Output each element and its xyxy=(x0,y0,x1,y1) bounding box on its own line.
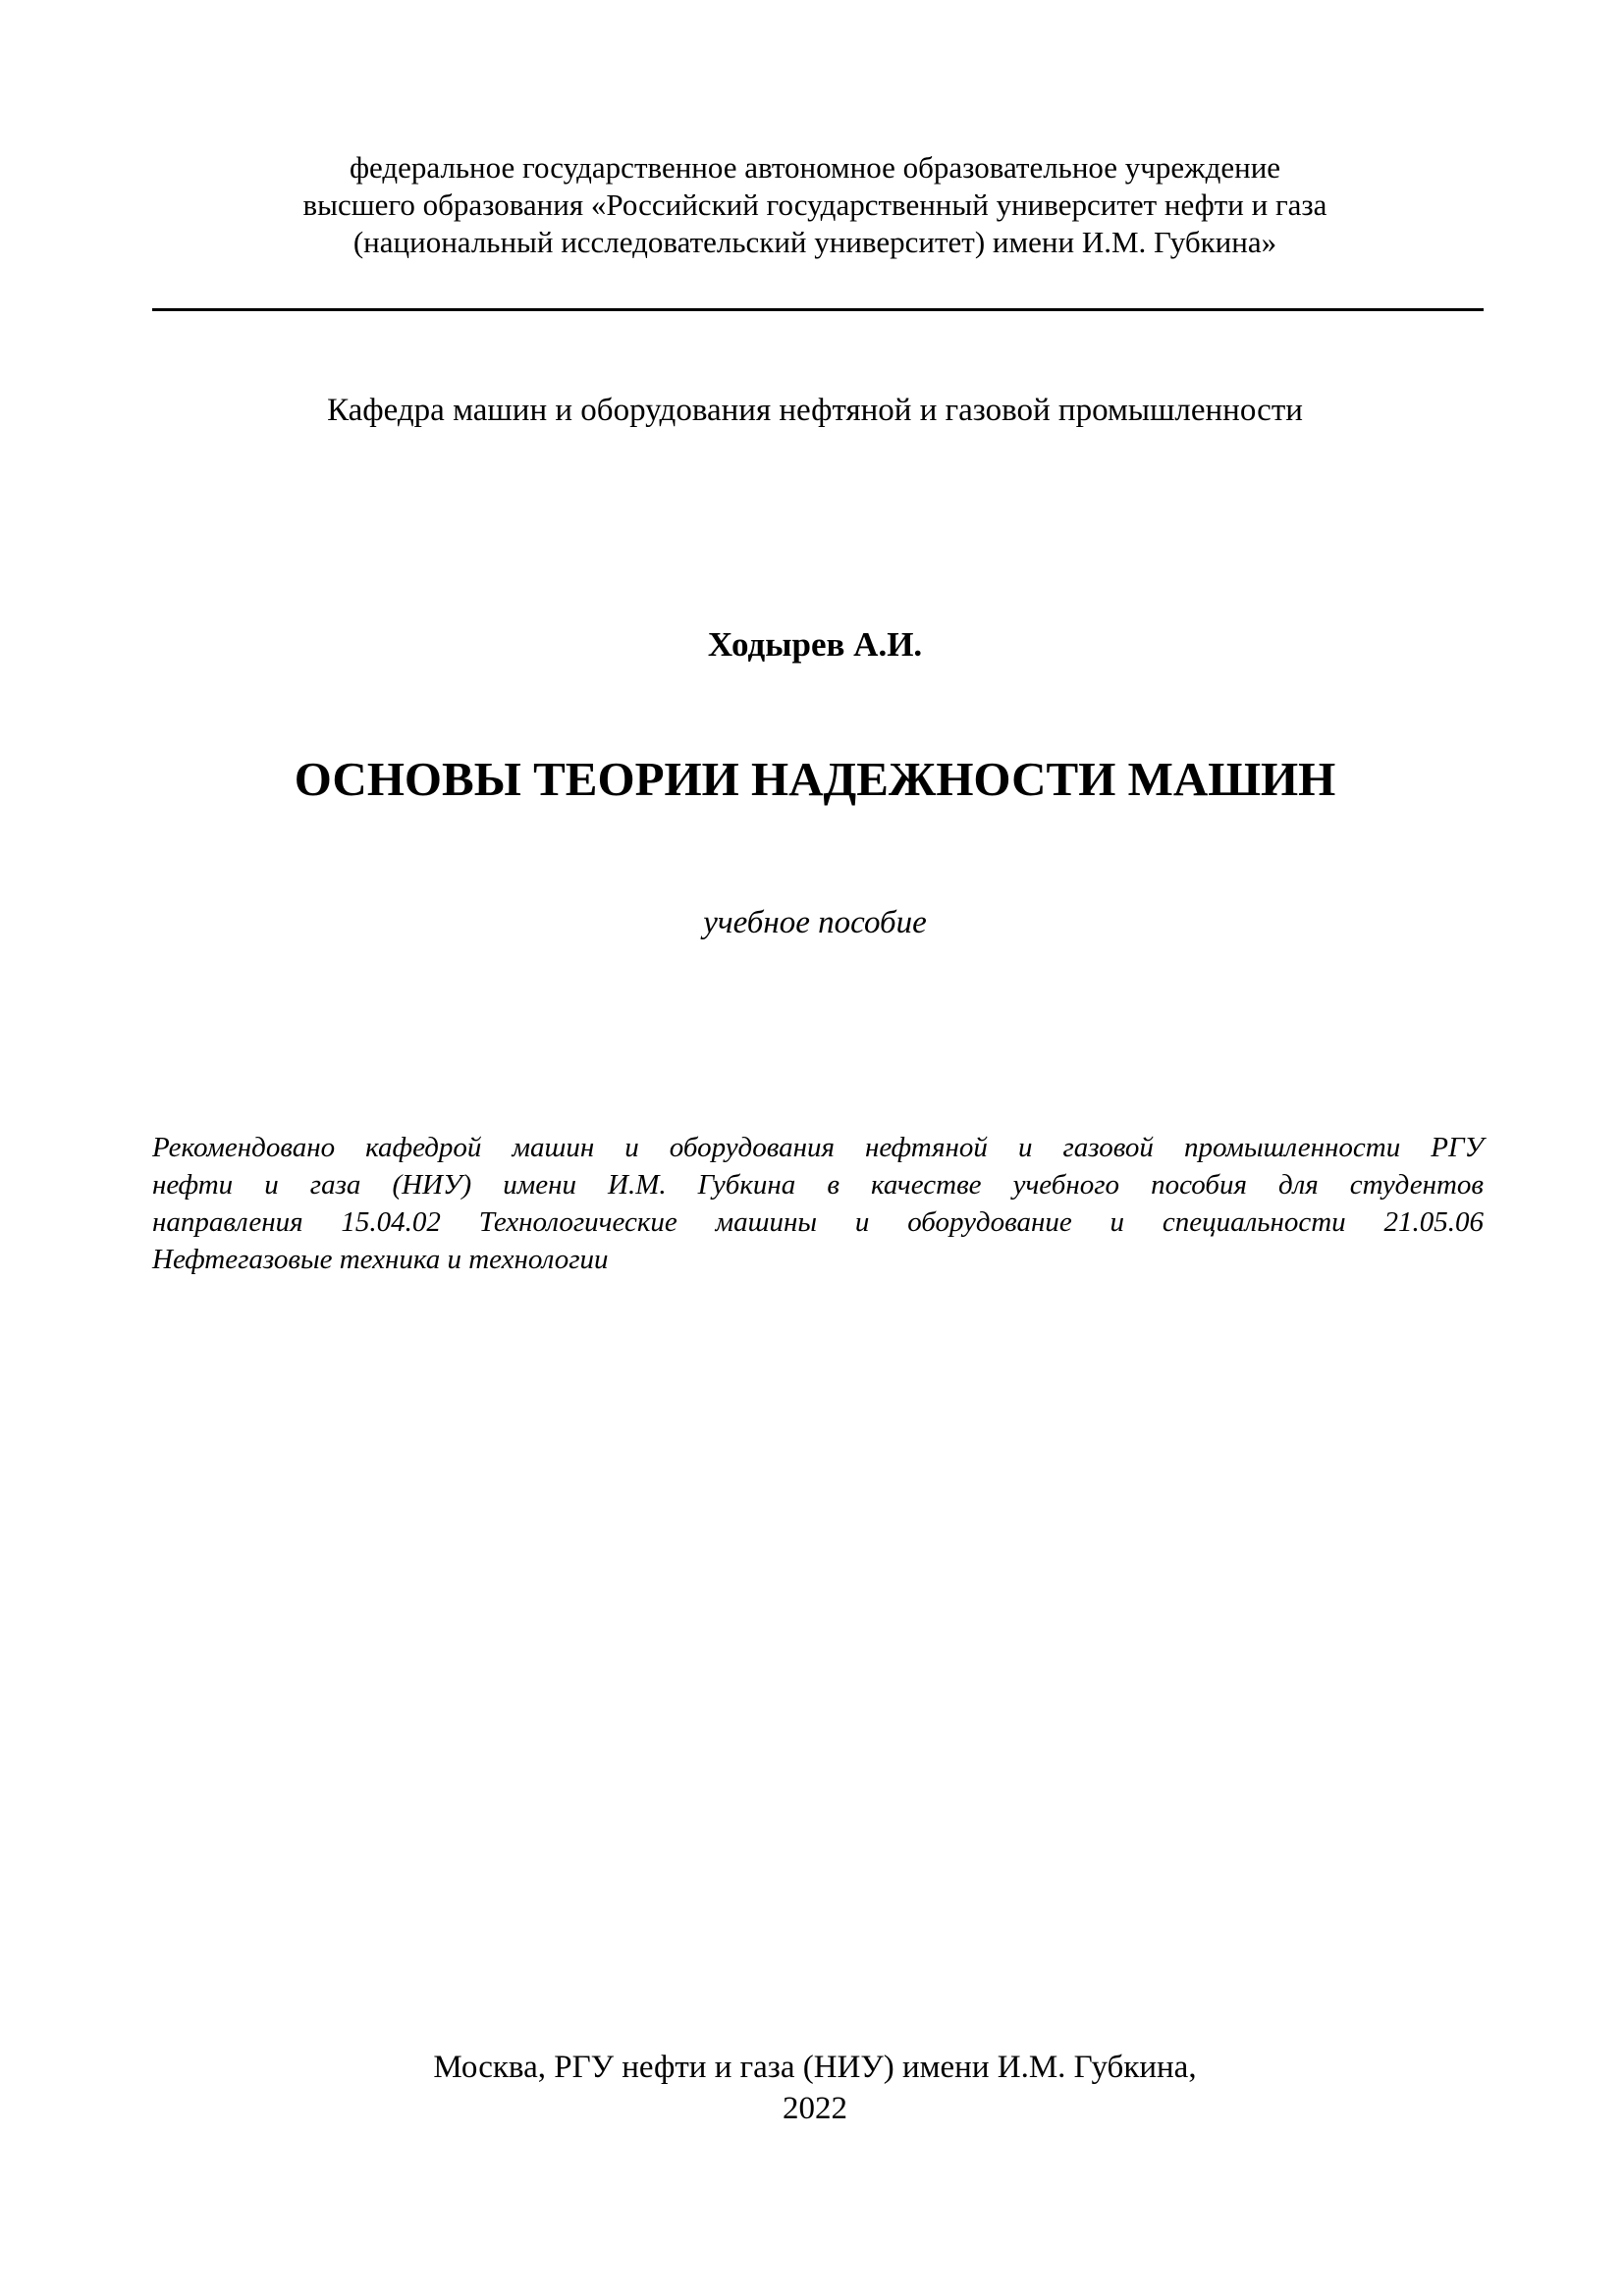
organization-line: высшего образования «Российский государственный университет нефти и газа xyxy=(302,187,1327,222)
department-name: Кафедра машин и оборудования нефтяной и газовой промышленности xyxy=(327,393,1303,428)
header-divider xyxy=(152,308,1484,311)
imprint-year: 2022 xyxy=(783,2091,847,2126)
recommendation-paragraph xyxy=(152,1129,1484,1278)
recommendation-line: нефти и газа (НИУ) имени И.М. Губкина в качестве учебного пособия для студентов xyxy=(152,1169,1484,1201)
organization-line: федеральное государственное автономное образовательное учреждение xyxy=(349,150,1281,185)
organization-header xyxy=(147,149,1483,261)
publication-imprint xyxy=(98,2047,1532,2129)
recommendation-line: направления 15.04.02 Технологические машины и оборудование и специальности 21.05.06 xyxy=(152,1206,1484,1238)
recommendation-line: Рекомендовано кафедрой машин и оборудования нефтяной и газовой промышленности РГУ xyxy=(152,1132,1484,1163)
book-subtitle: учебное пособие xyxy=(703,905,927,940)
organization-line: (национальный исследовательский университет) имени И.М. Губкина» xyxy=(352,225,1277,259)
book-title: ОСНОВЫ ТЕОРИИ НАДЕЖНОСТИ МАШИН xyxy=(294,752,1336,806)
recommendation-line: Нефтегазовые техника и технологии xyxy=(152,1244,609,1275)
author-name: Ходырев А.И. xyxy=(707,625,923,664)
imprint-place-publisher: Москва, РГУ нефти и газа (НИУ) имени И.М. Губкина, xyxy=(433,2050,1197,2085)
